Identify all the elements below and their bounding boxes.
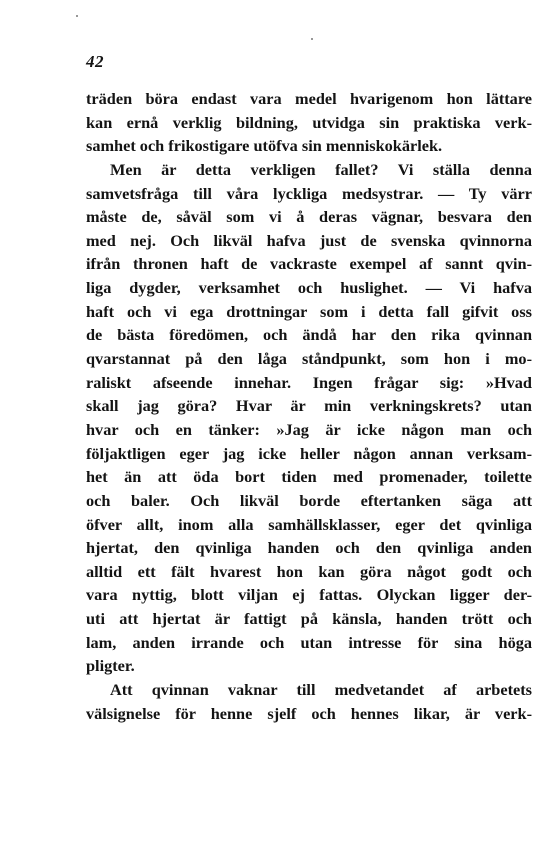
text-line: hvar och en tänker: »Jag är icke någon man och <box>86 419 532 439</box>
print-speck <box>76 15 78 17</box>
text-line: liga dygder, verksamhet och huslighet. — Vi hafva <box>86 278 532 298</box>
text-line: het än att öda bort tiden med promenader, toilette <box>86 467 532 487</box>
text-line: Att qvinnan vaknar till medvetandet af arbetets <box>110 680 532 700</box>
text-line: alltid ett fält hvarest hon kan göra något godt och <box>86 561 532 581</box>
text-line: qvarstannat på den låga ståndpunkt, som hon i mo- <box>86 349 532 369</box>
text-line: samvetsfråga till våra lyckliga medsystrar. — Ty värr <box>86 183 532 203</box>
text-line: följaktligen eger jag icke heller någon annan verksam- <box>86 443 532 463</box>
text-line: ifrån thronen haft de vackraste exempel af sannt qvin- <box>86 254 532 274</box>
text-line: samhet och frikostigare utöfva sin menniskokärlek. <box>86 136 443 156</box>
text-line: träden böra endast vara medel hvarigenom hon lättare <box>86 89 532 108</box>
text-line: med nej. Och likväl hafva just de svenska qvinnorna <box>86 230 532 250</box>
text-line: uti att hjertat är fattigt på känsla, handen trött och <box>86 609 532 629</box>
print-speck <box>311 38 313 40</box>
text-line: öfver allt, inom alla samhällsklasser, eger det qvinliga <box>86 514 532 534</box>
text-line: vara nyttig, blott viljan ej fattas. Olyckan ligger der- <box>86 585 532 605</box>
text-line: Men är detta verkligen fallet? Vi ställa denna <box>110 159 532 179</box>
text-line: haft och vi ega drottningar som i detta fall gifvit oss <box>86 301 532 321</box>
text-line: välsignelse för henne sjelf och hennes likar, är verk- <box>86 703 532 723</box>
text-line: de bästa föredömen, och ändå har den rika qvinnan <box>86 325 532 345</box>
text-line: kan ernå verklig bildning, utvidga sin praktiska verk- <box>86 112 532 132</box>
text-line: skall jag göra? Hvar är min verkningskrets? utan <box>86 396 532 416</box>
text-line: och baler. Och likväl borde eftertanken säga att <box>86 490 532 510</box>
text-line: lam, anden irrande och utan intresse för sina höga <box>86 632 532 652</box>
text-line: raliskt afseende innehar. Ingen frågar sig: »Hvad <box>86 372 532 392</box>
page-number: 42 <box>86 52 104 71</box>
text-line: hjertat, den qvinliga handen och den qvinliga anden <box>86 538 532 558</box>
body-text <box>86 87 532 725</box>
text-line: pligter. <box>86 656 135 676</box>
text-line: måste de, såväl som vi å deras vägnar, besvara den <box>86 207 532 227</box>
